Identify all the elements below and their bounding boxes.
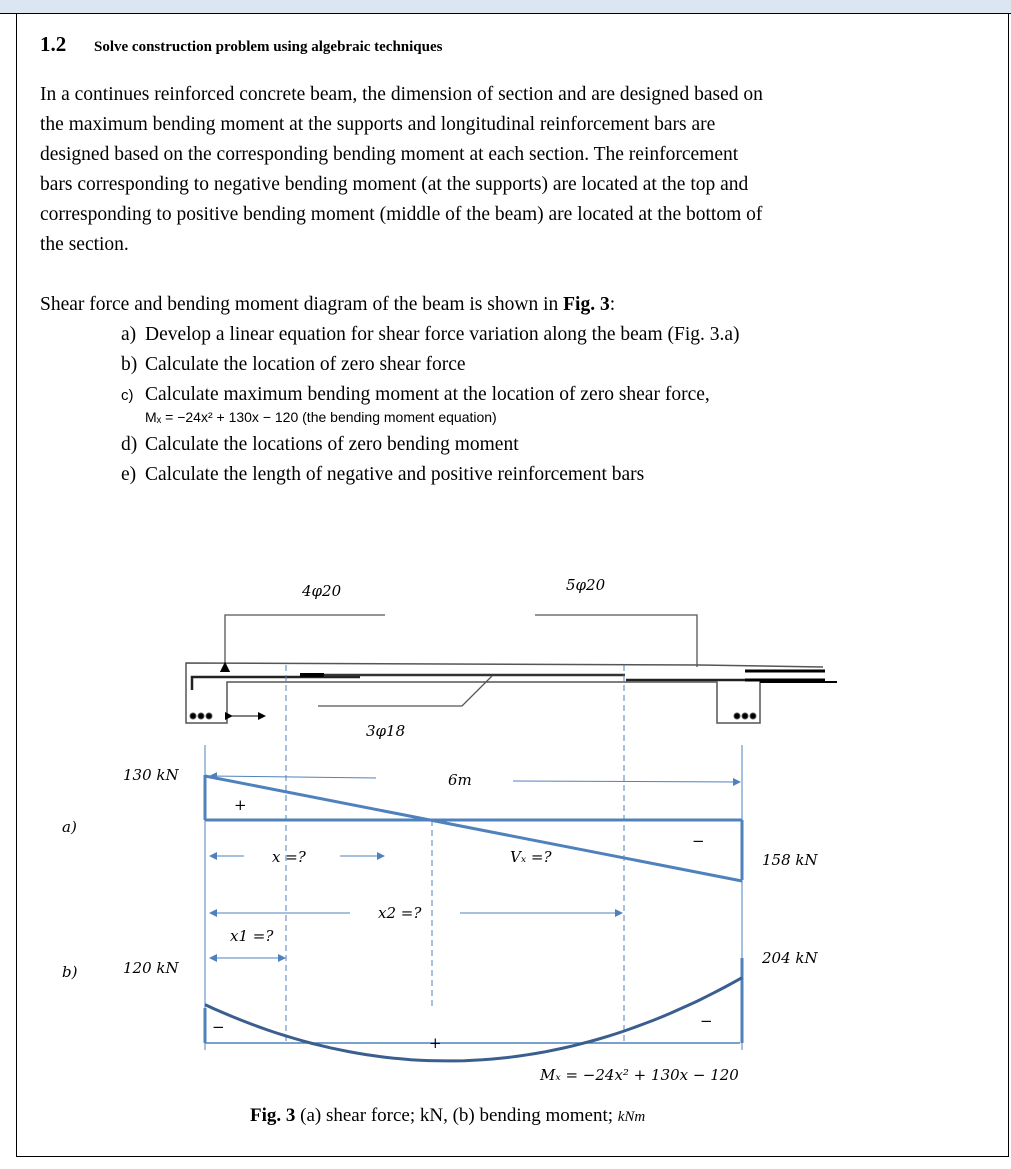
label-b: b) — [62, 963, 78, 981]
shear-left-label: 130 kN — [123, 766, 179, 784]
label-a: a) — [62, 818, 77, 836]
shear-right-label: 158 kN — [762, 851, 818, 869]
list-item: c) Calculate maximum bending moment at the location of zero shear force, — [121, 384, 710, 405]
moment-left-label: 120 kN — [123, 959, 179, 977]
paragraph-line: designed based on the corresponding bending moment at each section. The reinforcement — [40, 144, 739, 165]
x2-question: x2 =? — [378, 904, 422, 922]
bar-label-5phi20: 5φ20 — [566, 576, 606, 594]
list-item: a) Develop a linear equation for shear force variation along the beam (Fig. 3.a) — [121, 324, 740, 345]
figure-ref: Fig. 3 — [563, 294, 610, 315]
moment-equation-inline: Mₓ = −24x² + 130x − 120 (the bending moment equation) — [145, 409, 497, 425]
moment-right-label: 204 kN — [762, 949, 818, 967]
section-title: Solve construction problem using algebraic techniques — [94, 39, 443, 55]
figure-caption: Fig. 3 (a) shear force; kN, (b) bending moment; kNm — [250, 1105, 646, 1126]
minus-sign: − — [692, 832, 705, 850]
bar-label-4phi20: 4φ20 — [302, 582, 342, 600]
vx-question: Vₓ =? — [510, 848, 552, 866]
x-question: x =? — [272, 848, 306, 866]
plus-sign: + — [234, 796, 247, 814]
moment-equation: Mₓ = −24x² + 130x − 120 — [540, 1066, 739, 1084]
list-item: e) Calculate the length of negative and positive reinforcement bars — [121, 464, 645, 485]
span-label: 6m — [448, 771, 472, 789]
paragraph-line: corresponding to positive bending moment (middle of the beam) are located at the bottom of — [40, 204, 763, 225]
paragraph-line: bars corresponding to negative bending moment (at the supports) are located at the top and — [40, 174, 749, 195]
section-number: 1.2 — [40, 32, 67, 56]
paragraph-line: the section. — [40, 234, 129, 255]
minus-sign: − — [212, 1018, 225, 1036]
paragraph-line: the maximum bending moment at the supports and longitudinal reinforcement bars are — [40, 114, 716, 135]
beam-detail — [186, 615, 837, 723]
paragraph-line: In a continues reinforced concrete beam, the dimension of section and are designed based on — [40, 84, 763, 105]
minus-sign: − — [700, 1012, 713, 1030]
x1-question: x1 =? — [230, 927, 274, 945]
list-item: b) Calculate the location of zero shear force — [121, 354, 466, 375]
plus-sign: + — [429, 1034, 442, 1052]
list-item: d) Calculate the locations of zero bending moment — [121, 434, 519, 455]
bar-label-3phi18: 3φ18 — [366, 722, 406, 740]
intro-line: Shear force and bending moment diagram of the beam is shown in Fig. 3: — [40, 294, 616, 315]
